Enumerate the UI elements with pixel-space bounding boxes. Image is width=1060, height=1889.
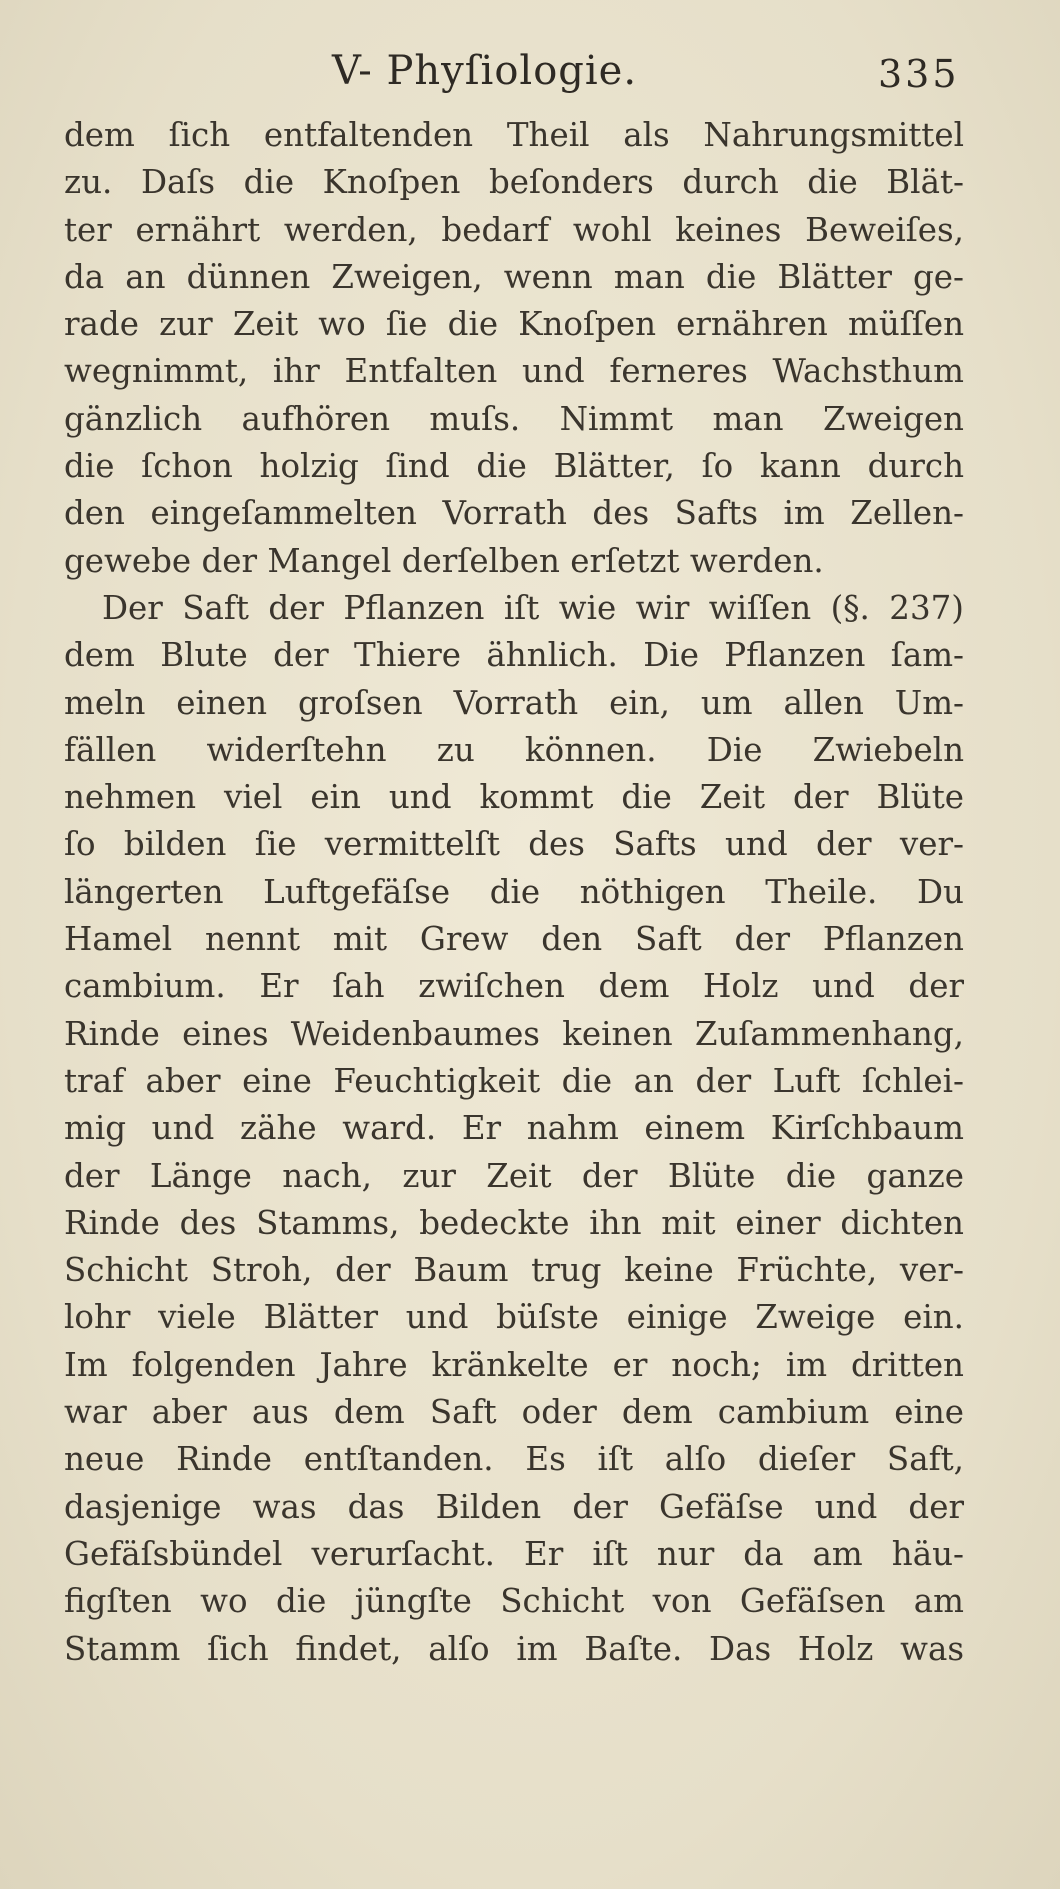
text-line: da an dünnen Zweigen, wenn man die Blätter ge- [64,257,964,296]
text-line: Schicht Stroh, der Baum trug keine Früchte, ver- [64,1251,964,1290]
text-line: meln einen groſsen Vorrath ein, um allen Um- [64,683,964,722]
text-line: cambium. Er ſah zwiſchen dem Holz und der [64,967,964,1006]
text-line: lohr viele Blätter und büſste einige Zweige ein. [64,1298,964,1337]
text-line: fällen widerſtehn zu können. Die Zwiebeln [64,730,964,769]
text-line: gewebe der Mangel derſelben erſetzt werden. [64,541,824,580]
text-line: Stamm ſich findet, alſo im Baſte. Das Holz was [64,1629,964,1668]
text-line: dem Blute der Thiere ähnlich. Die Pflanzen ſam- [64,636,964,675]
text-line: wegnimmt, ihr Entfalten und ferneres Wachsthum [64,352,964,391]
text-line: Rinde eines Weidenbaumes keinen Zuſammenhang, [64,1014,964,1053]
text-line: dasjenige was das Bilden der Gefäſse und der [64,1487,964,1526]
page-header [0,48,1060,98]
text-line: ter ernährt werden, bedarf wohl keines Beweiſes, [64,210,964,249]
text-line: mig und zähe ward. Er nahm einem Kirſchbaum [64,1109,964,1148]
text-line: figſten wo die jüngſte Schicht von Gefäſsen am [64,1582,964,1621]
text-line: neue Rinde entſtanden. Es iſt alſo dieſer Saft, [64,1440,964,1479]
text-line: Gefäſsbündel verurſacht. Er iſt nur da am häu- [64,1534,964,1573]
text-line: dem ſich entfaltenden Theil als Nahrungsmittel [64,116,964,154]
text-line: Hamel nennt mit Grew den Saft der Pflanzen [64,920,964,959]
text-line: den eingeſammelten Vorrath des Safts im Zellen- [64,494,964,533]
text-line: traf aber eine Feuchtigkeit die an der Luft ſchlei- [64,1061,964,1100]
text-line: Im folgenden Jahre kränkelte er noch; im dritten [64,1345,964,1384]
text-line: nehmen viel ein und kommt die Zeit der Blüte [64,778,964,817]
text-line: der Länge nach, zur Zeit der Blüte die ganze [64,1156,964,1195]
text-line: gänzlich aufhören muſs. Nimmt man Zweigen [64,399,964,438]
paragraph-start-line: Der Saft der Pflanzen iſt wie wir wiſſen (§. 237) [102,588,964,627]
text-line: zu. Daſs die Knoſpen beſonders durch die Blät- [64,163,964,202]
running-head: V- Phyſiologie. [332,48,638,94]
text-line: längerten Luftgefäſse die nöthigen Theile. Du [64,872,964,911]
text-line: war aber aus dem Saft oder dem cambium eine [64,1393,964,1432]
text-line: rade zur Zeit wo ſie die Knoſpen ernähren müſſen [64,305,964,344]
text-line: ſo bilden ſie vermittelſt des Safts und der ver- [64,825,964,864]
text-line: die ſchon holzig ſind die Blätter, ſo kann durch [64,447,964,486]
page-number: 335 [878,52,960,96]
body-text [64,112,964,1673]
text-line: Rinde des Stamms, bedeckte ihn mit einer dichten [64,1203,964,1242]
